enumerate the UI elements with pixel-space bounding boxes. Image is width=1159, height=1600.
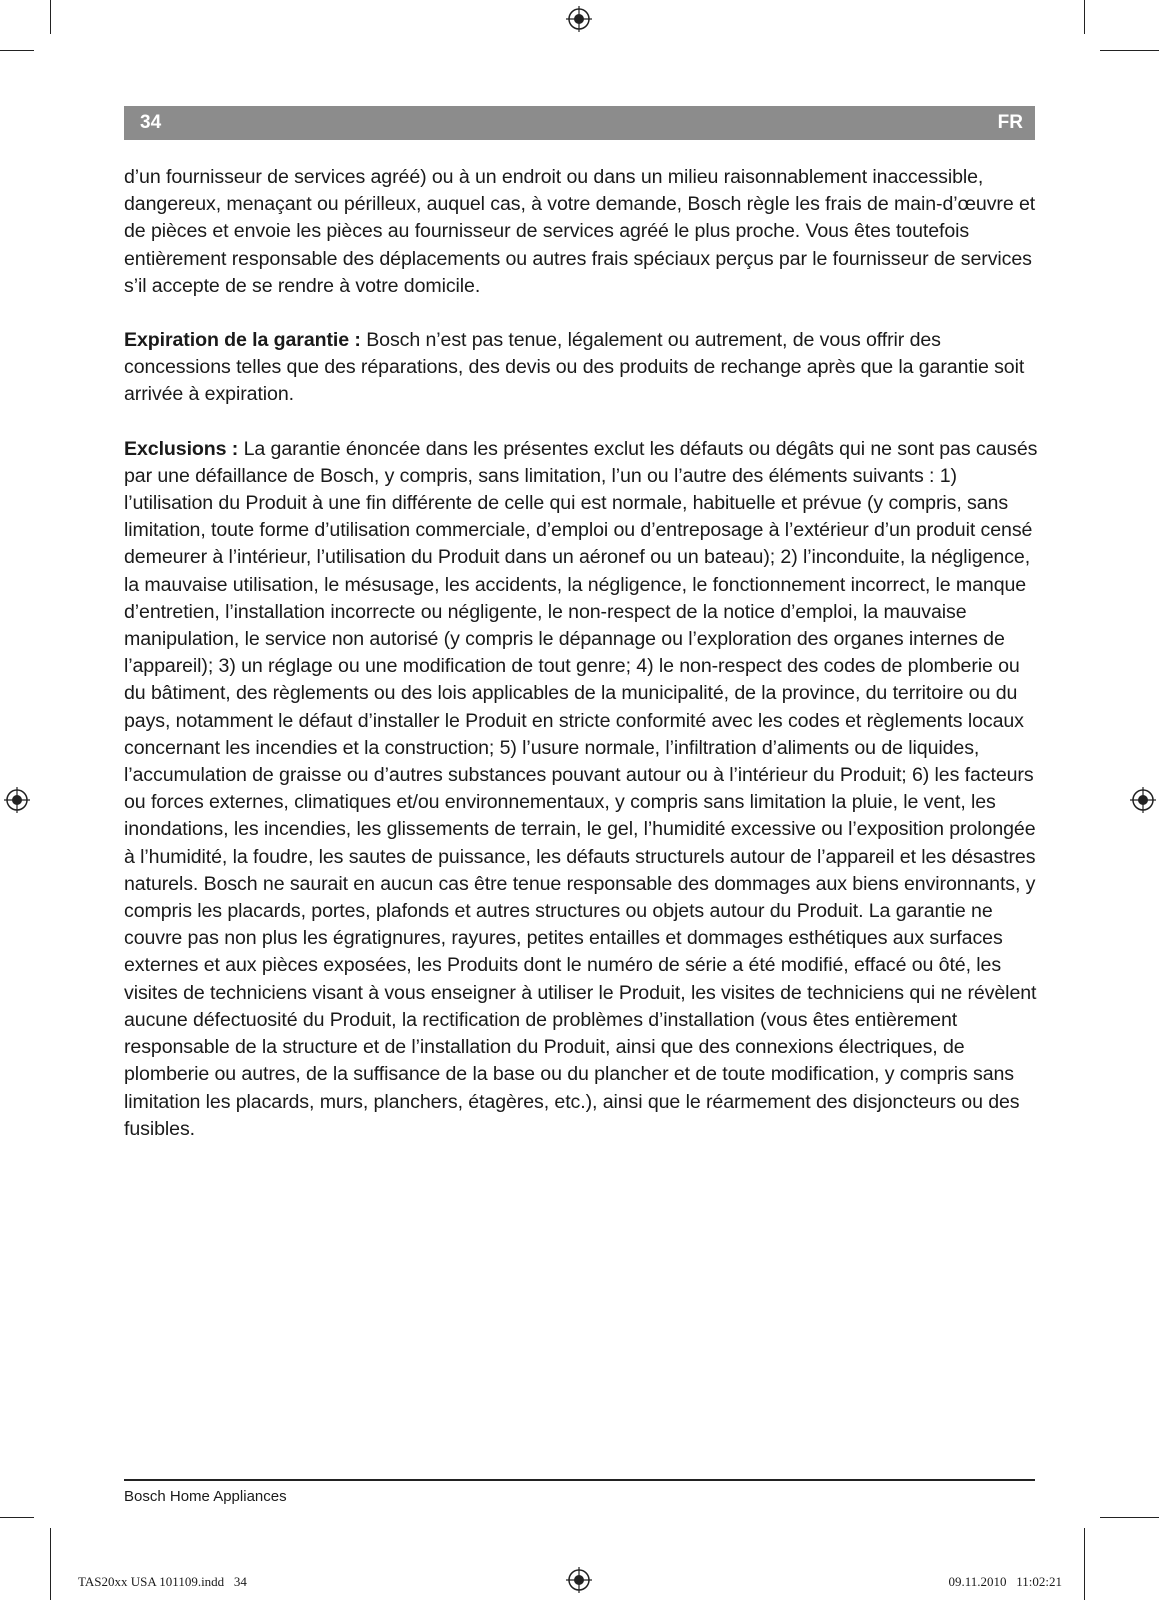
language-code: FR [997,112,1023,133]
paragraph-lead: Expiration de la garantie : [124,329,361,352]
page-header-bar [124,106,1035,140]
paragraph-text: La garantie énoncée dans les présentes exclut les défauts ou dégâts qui ne sont pas causés par une défaillance de Bosch, y compris, sans limitation, l’un ou l’autre des éléments suivants : 1) l’utilisation du Produit à une fin différente de celle qui est normale, habituelle et prévue (y compris, sans limitation, toute forme d’utilisation commerciale, d’emploi ou d’entreposage à l’extérieur d’un produit censé demeurer à l’intérieur, l’utilisation du Produit dans un aéronef ou un bateau); 2) l’inconduite, la négligence, la mauvaise utilisation, le mésusage, les accidents, la négligence, le fonctionnement incorrect, le manque d’entretien, l’installation incorrecte ou négligente, le non-respect de la notice d’emploi, la mauvaise manipulation, le service non autorisé (y compris le dépannage ou l’exploration des organes internes de l’appareil); 3) un réglage ou une modification de tout genre; 4) le non-respect des codes de plomberie ou du bâtiment, des règlements ou des lois applicables de la municipalité, de la province, du territoire ou du pays, notamment le défaut d’installer le Produit en stricte conformité avec les codes et règlements locaux concernant les incendies et la construction; 5) l’usure normale, l’infiltration d’aliments ou de liquides, l’accumulation de graisse ou d’autres substances pouvant autour ou à l’intérieur du Produit; 6) les facteurs ou forces externes, climatiques et/ou environnementaux, y compris sans limitation la pluie, le vent, les inondations, les incendies, les glissements de terrain, le gel, l’humidité excessive ou l’exposition prolongée à l’humidité, la foudre, les sautes de puissance, les défauts structurels autour de l’appareil et les désastres naturels. Bosch ne saurait en aucun cas être tenue responsable des dommages aux biens environnants, y compris les placards, portes, plafonds et autres structures ou objets autour du Produit. La garantie ne couvre pas non plus les égratignures, rayures, petites entailles et dommages esthétiques aux surfaces externes et aux pièces exposées, les Produits dont le numéro de série a été modifié, effacé ou ôté, les visites de techniciens visant à vous enseigner à utiliser le Produit, les visites de techniciens qui ne révèlent aucune défectuosité du Produit, la rectification de problèmes d’installation (vous êtes entièrement responsable de la structure et de l’installation du Produit, ainsi que des connexions électriques, de plomberie ou autres, de la suffisance de la base ou du plancher et de toute modification, y compris sans limitation les placards, murs, planchers, étagères, etc.), ainsi que le réarmement des disjoncteurs ou des fusibles. [124,437,1038,1140]
paragraph-warranty-expiration [124,327,1044,409]
print-slug-file: TAS20xx USA 101109.indd 34 [78,1574,247,1589]
crop-mark-bottom-left-v [50,1528,51,1600]
crop-mark-top-left-h [0,50,34,51]
crop-mark-top-right-h [1100,50,1159,51]
print-slug-timestamp: 09.11.2010 11:02:21 [948,1574,1062,1589]
crop-mark-top-right-v [1084,0,1085,34]
paragraph-text: Bosch n’est pas tenue, légalement ou autrement, de vous offrir des concessions telles que des réparations, des devis ou des produits de rechange après que la garantie soit arrivée à expiration. [124,329,1025,406]
crop-mark-bottom-right-v [1084,1528,1085,1600]
document-body [124,164,1044,1170]
footer-brand: Bosch Home Appliances [124,1488,287,1505]
registration-mark-icon [566,6,592,32]
paragraph-service-location [124,164,1044,300]
registration-mark-icon [4,787,30,813]
crop-mark-top-left-v [50,0,51,34]
page-number: 34 [140,112,162,133]
crop-mark-bottom-right-h [1100,1517,1159,1518]
paragraph-text: d’un fournisseur de services agréé) ou à un endroit ou dans un milieu raisonnablement inaccessible, dangereux, menaçant ou périlleux, auquel cas, à votre demande, Bosch règle les frais de main-d’œuvre et de pièces et envoie les pièces au fournisseur de services agréé le plus proche. Vous êtes toutefois entièrement responsable des déplacements ou autres frais spéciaux perçus par le fournisseur de services s’il accepte de se rendre à votre domicile. [124,166,1036,297]
registration-mark-icon [1130,787,1156,813]
paragraph-lead: Exclusions : [124,437,239,460]
crop-mark-bottom-left-h [0,1517,34,1518]
footer-rule [124,1479,1035,1481]
registration-mark-icon [566,1567,592,1593]
paragraph-exclusions [124,436,1044,1143]
